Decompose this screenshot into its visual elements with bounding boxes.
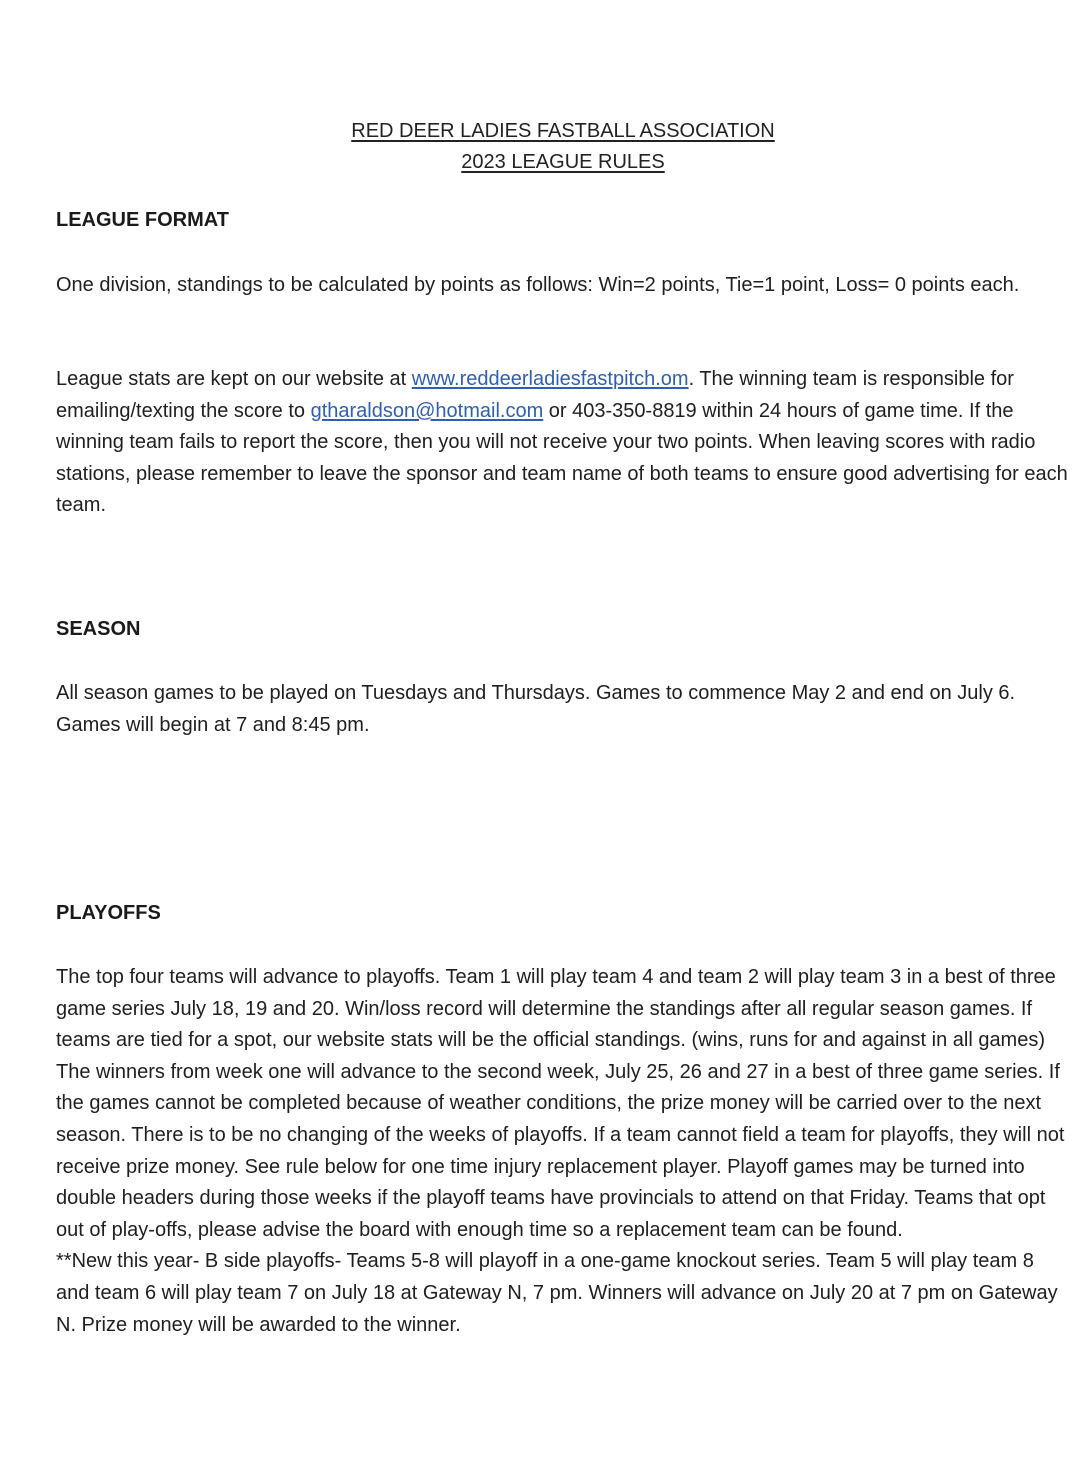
website-link[interactable]: www.reddeerladiesfastpitch.om [411, 368, 689, 390]
season-heading: SEASON [56, 618, 141, 640]
document-title [0, 116, 1080, 178]
b-side-playoffs-note: **New this year- B side playoffs- Teams 5-8 will playoff in a one-game knockout series. Team 5 will play team 8 and team 6 will play team 7 on July 18 at Gateway N, 7 pm. Winners will advance on July 20 at 7 pm on Gateway N. Prize money will be awarded to the winner. [56, 1250, 1058, 1336]
league-format-paragraph: One division, standings to be calculated by points as follows: Win=2 points, Tie=1 point, Loss= 0 points each. [56, 274, 1020, 296]
stats-text-start: League stats are kept on our website at [56, 368, 412, 390]
playoffs-paragraph [56, 962, 1068, 1341]
association-name: RED DEER LADIES FASTBALL ASSOCIATION [351, 120, 775, 142]
league-stats-paragraph [56, 364, 1068, 522]
stats-text-middle: . The winning team is responsible for emailing/texting the score to [56, 368, 1014, 422]
playoffs-rules-text: The top four teams will advance to playoffs. Team 1 will play team 4 and team 2 will play team 3 in a best of three game series July 18, 19 and 20. Win/loss record will determine the standings after all regular season games. If teams are tied for a spot, our website stats will be the official standings. (wins, runs for and against in all games) The winners from week one will advance to the second week, July 25, 26 and 27 in a best of three game series. If the games cannot be completed because of weather conditions, the prize money will be carried over to the next season. There is to be no changing of the weeks of playoffs. If a team cannot field a team for playoffs, they will not receive prize money. See rule below for one time injury replacement player. Playoff games may be turned into double headers during those weeks if the playoff teams have provincials to attend on that Friday. Teams that opt out of play-offs, please advise the board with enough time so a replacement team can be found. [56, 966, 1065, 1241]
playoffs-heading: PLAYOFFS [56, 902, 161, 924]
rules-year-title: 2023 LEAGUE RULES [461, 151, 665, 173]
email-link[interactable]: gtharaldson@hotmail.com [310, 399, 544, 422]
stats-text-end: or 403-350-8819 within 24 hours of game time. If the winning team fails to report the score, then you will not receive your two points. When leaving scores with radio stations, please remember to leave the sponsor and team name of both teams to ensure good advertising for each team. [56, 399, 1068, 517]
league-format-heading: LEAGUE FORMAT [56, 209, 229, 231]
season-paragraph: All season games to be played on Tuesdays and Thursdays. Games to commence May 2 and end on July 6. Games will begin at 7 and 8:45 pm. [56, 682, 1016, 736]
